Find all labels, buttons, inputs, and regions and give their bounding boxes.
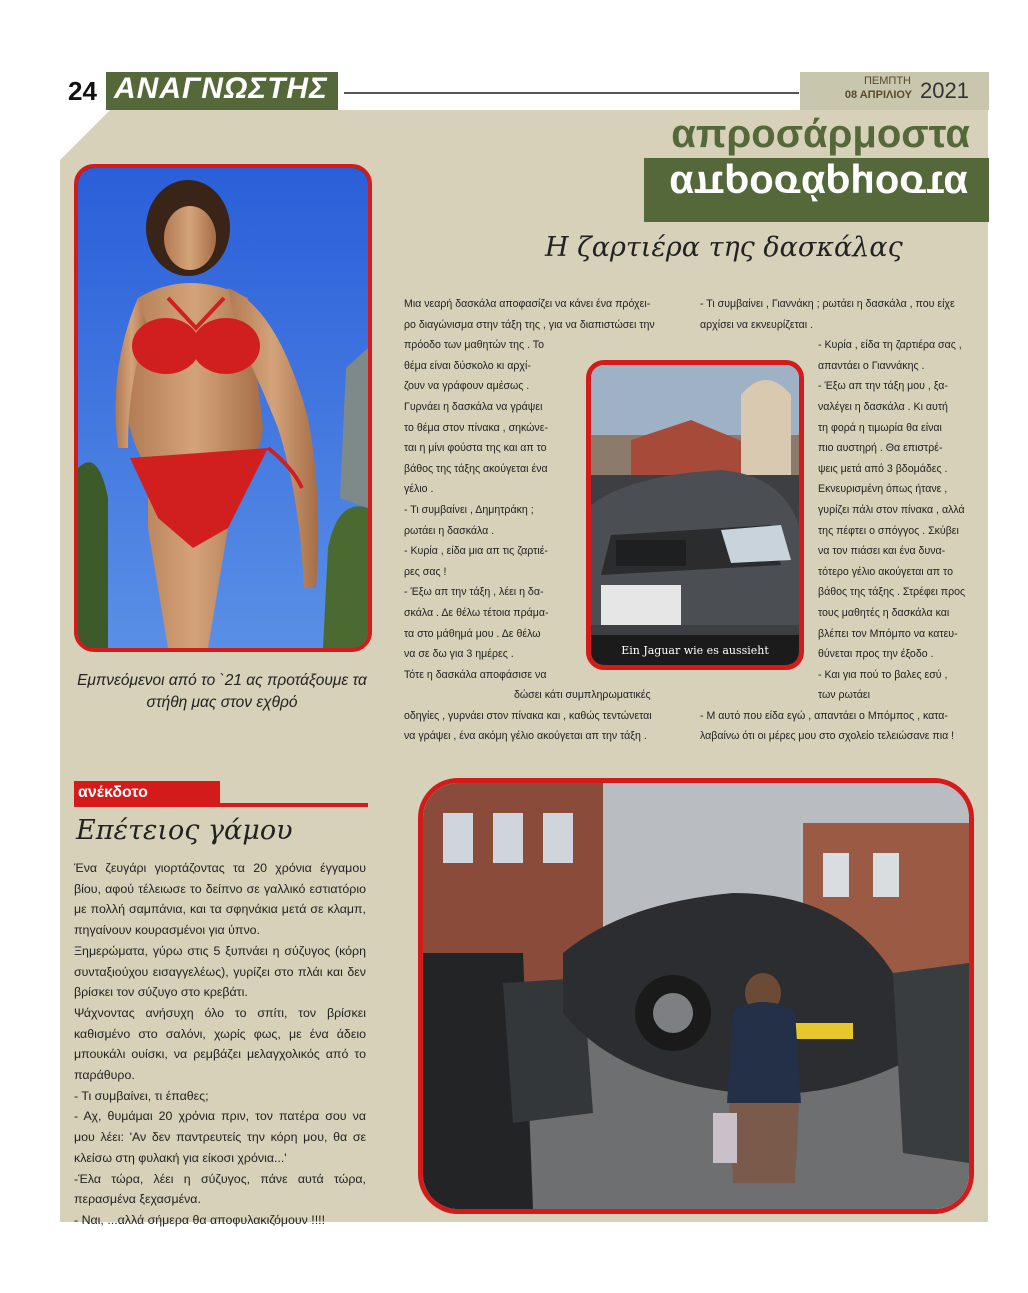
panel-corner-cut [60, 110, 110, 160]
story-line: των ρωτάει [818, 689, 870, 702]
section-title-mirrored: απροσάρμοστα [669, 163, 968, 207]
story-line: δώσει κάτι συμπληρωματικές [514, 689, 651, 702]
issue-day: ΠΕΜΠΤΗ [863, 75, 911, 87]
page-number: 24 [68, 76, 97, 106]
story-line: τα στο μάθημά μου . Δε θέλω [404, 627, 541, 640]
caption-line: στήθη μας στον εχθρό [146, 694, 298, 711]
story-line: βλέπει τον Μπόμπο να κατευ- [818, 627, 958, 640]
car-on-car-photo [418, 778, 974, 1214]
story-line: ναλέγει η δασκάλα . Κι αυτή [818, 400, 948, 413]
car-photo-small [586, 360, 804, 670]
story-line: - Μ αυτό που είδα εγώ , απαντάει ο Μπόμπος , κατα- [700, 709, 948, 722]
anecdote-body [74, 858, 366, 1231]
story-line: τότερο γέλιο ακούγεται απ το [818, 565, 953, 578]
story-line: πρόοδο των μαθητών της . Το [404, 339, 544, 352]
story-line: ρωτάει η δασκάλα . [404, 524, 495, 537]
story-line: - Και για πού το βαλες εσύ , [818, 668, 948, 681]
anecdote-paragraph: - Ναι, ...αλλά σήμερα θα αποφυλακιζόμουν !!!! [74, 1212, 326, 1227]
story-line: ρο διαγώνισμα στην τάξη της , για να διαπιστώσει την [404, 318, 655, 331]
story-line: - Τι συμβαίνει , Δημητράκη ; [404, 503, 534, 516]
story-line: γέλιο . [404, 483, 434, 496]
anecdote-paragraph: - Τι συμβαίνει, τι έπαθες; [74, 1088, 209, 1103]
story-line: Μια νεαρή δασκάλα αποφασίζει να κάνει ένα πρόχει- [404, 298, 651, 310]
story-line: θύνεται προς την έξοδο . [818, 648, 934, 661]
story-line: αρχίσει να εκνευρίζεται . [700, 318, 813, 331]
story-line: πιο αυστηρή . Θα επιστρέ- [818, 442, 943, 455]
story-line: της πέφτει ο σπόγγος . Σκύβει [818, 524, 959, 537]
story-line: Γυρνάει η δασκάλα να γράψει [404, 400, 543, 413]
caption-line: Εμπνεόμενοι από το `21 ας προτάξουμε τα [77, 672, 367, 689]
issue-year: 2021 [920, 78, 969, 103]
story-line: - Έξω απ την τάξη , λέει η δα- [404, 586, 544, 599]
anecdote-paragraph: -Έλα τώρα, λέει η σύζυγος, πάνε αυτά τώρα, περασμένα ξεχασμένα. [74, 1171, 366, 1207]
story-line: το θέμα στον πίνακα , σηκώνε- [404, 421, 548, 434]
story-line: Εκνευρισμένη όπως ήτανε , [818, 483, 948, 496]
story-line: γυρίζει πάλι στον πίνακα , αλλά [818, 503, 965, 516]
story-line: ται η μίνι φούστα της και απ το [404, 442, 547, 455]
story-line: απαντάει ο Γιαννάκης . [818, 359, 925, 372]
story-line: να γράψει , ένα ακόμη γέλιο ακούγεται απ την τάξη . [404, 730, 647, 743]
story-line: σκάλα . Δε θέλω τέτοια πράμα- [404, 606, 549, 619]
car-photo-caption: Ein Jaguar wie es aussieht [621, 644, 769, 657]
anecdote-paragraph: Ξημερώματα, γύρω στις 5 ξυπνάει η σύζυγος (κόρη συνταξιούχου εισαγγελέως), γυρίζει στο πλάι και δεν βρίσκει τον σύζυγο στο κρεβάτι. [74, 943, 366, 1000]
story-line: - Έξω απ την τάξη μου , ξα- [818, 380, 948, 393]
story-line: βάθος της τάξης . Στρέφει προς [818, 586, 966, 599]
story-line: να τον πιάσει και ένα δυνα- [818, 545, 946, 558]
anecdote-paragraph: - Αχ, θυμάμαι 20 χρόνια πριν, τον πατέρα σου να μου λέει: 'Αν δεν παντρευτείς την κόρη μου, θα σε κλείσω στη φυλακή για είκοσι χρόνια...' [74, 1109, 366, 1165]
masthead-title: ΑΝΑΓΝΩΣΤΗΣ [114, 72, 328, 105]
story-line: ρες σας ! [404, 565, 447, 578]
story-title: Η ζαρτιέρα της δασκάλας [545, 232, 903, 263]
anecdote-paragraph: Ένα ζευγάρι γιορτάζοντας τα 20 χρόνια έγγαμου βίου, αφού τέλειωσε το δείπνο σε γαλλικό εστιατόριο με πολλή σαμπάνια, και τα σφηνάκια μετά σε κλαμπ, πηγαίνουν κουρασμένοι για ύπνο. [74, 861, 366, 938]
anecdote-label: ανέκδοτο [74, 781, 220, 805]
anecdote-rule [74, 803, 368, 807]
story-line: θέμα είναι δύσκολο κι αρχί- [404, 359, 531, 372]
photo-caption [74, 670, 370, 714]
story-line: λαβαίνω ότι οι μέρες μου στο σχολείο τελειώσανε πια ! [700, 730, 955, 743]
story-line: - Τι συμβαίνει , Γιαννάκη ; ρωτάει η δασκάλα , που είχε [700, 298, 955, 310]
story-line: ζουν να γράφουν αμέσως . [404, 380, 530, 393]
story-line: - Κυρία , είδα μια απ τις ζαρτιέ- [404, 545, 548, 558]
story-line: οδηγίες , γυρνάει στον πίνακα και , καθώς τεντώνεται [404, 709, 652, 722]
story-line: τη φορά η τιμωρία θα είναι [818, 421, 942, 434]
issue-date: 08 ΑΠΡΙΛΙΟΥ [844, 89, 912, 101]
story-line: ψεις μετά από 3 βδομάδες . [818, 462, 948, 475]
story-line: τους μαθητές η δασκάλα και [818, 606, 950, 619]
story-line: Τότε η δασκάλα αποφάσισε να [404, 668, 547, 681]
bikini-photo [74, 164, 372, 652]
header-divider [344, 92, 799, 94]
story-line: - Κυρία , είδα τη ζαρτιέρα σας , [818, 339, 962, 352]
story-line: να σε δω για 3 ημέρες . [404, 648, 514, 661]
anecdote-paragraph: Ψάχνοντας ανήσυχη όλο το σπίτι, τον βρίσκει καθισμένο στο σαλόνι, χωρίς φως, με ένα άδειο μπουκάλι ουίσκι, να ρεμβάζει μελαγχολικός από το παράθυρο. [74, 1005, 366, 1083]
section-title: απροσάρμοστα [671, 112, 970, 156]
story-line: βάθος της τάξης ακούγεται ένα [404, 462, 548, 475]
anecdote-title: Επέτειος γάμου [76, 815, 293, 846]
